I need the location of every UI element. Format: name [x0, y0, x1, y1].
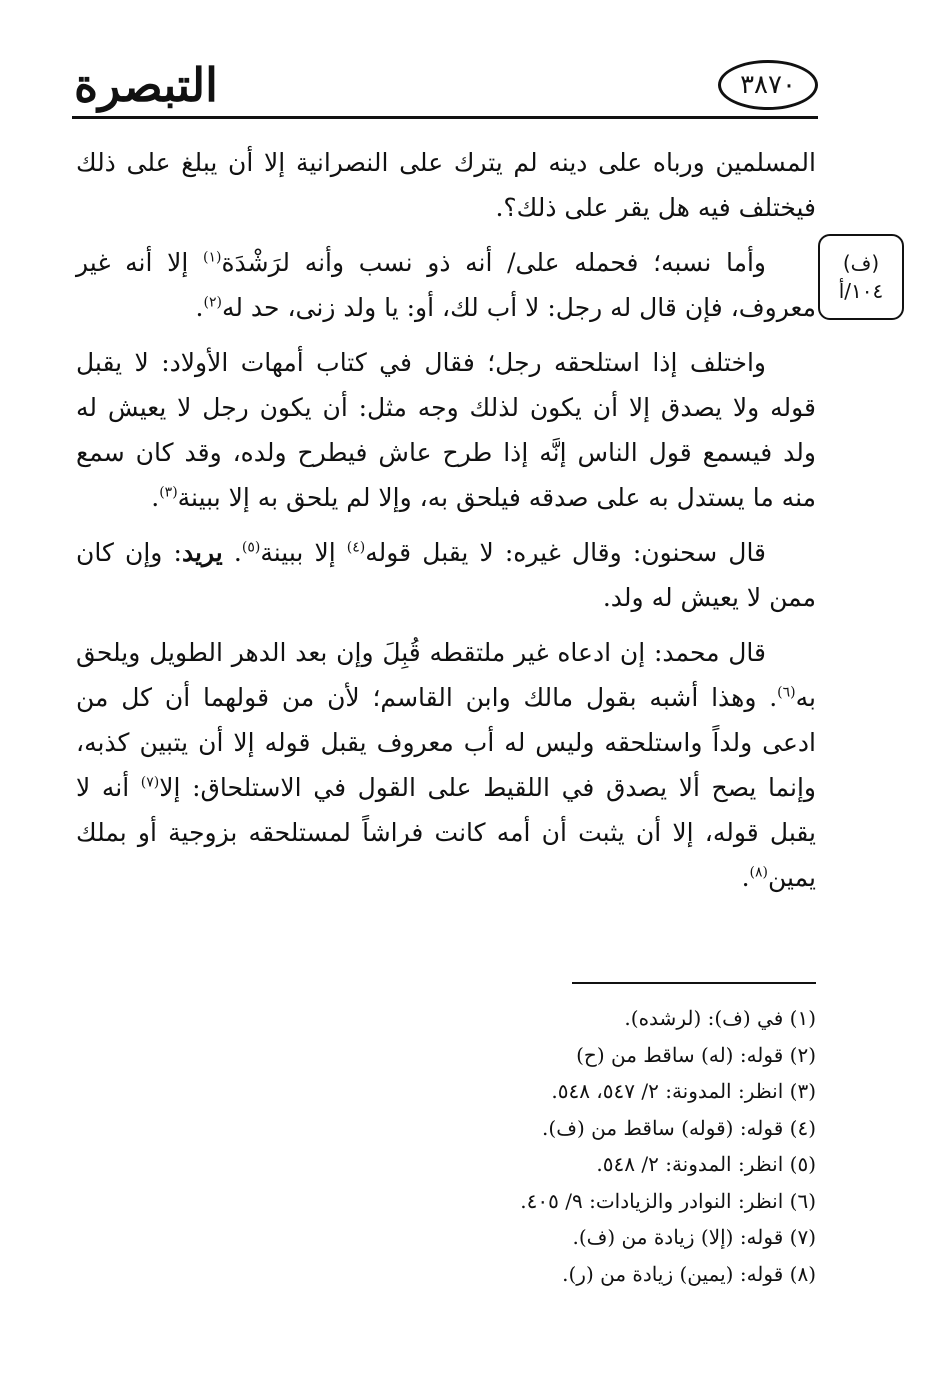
footnote: (٦) انظر: النوادر والزيادات: ٩/ ٤٠٥. [520, 1188, 816, 1213]
paragraph-text: . [195, 293, 204, 322]
paragraph-text: . [222, 538, 242, 567]
paragraph-text: المسلمين ورباه على دينه لم يترك على النصرانية إلا أن يبلغ على ذلك فيختلف فيه هل يقر على ذلك؟. [76, 148, 816, 222]
book-title: التبصرة [74, 58, 218, 112]
paragraph-text: إلا أنه غير معروف، فإن قال له رجل: لا أب لك، أو: يا ولد زنى، حد له [76, 248, 816, 322]
footnote-ref: (٨) [749, 864, 768, 881]
paragraph [76, 140, 816, 230]
footnote-divider [572, 982, 816, 984]
paragraph-text: قال سحنون: وقال غيره: لا يقبل قوله [365, 538, 767, 567]
footnote: (٢) قوله: (له) ساقط من (ح) [576, 1042, 816, 1067]
paragraph [76, 530, 816, 620]
footnote-ref: (٧) [140, 774, 160, 791]
footnote: (١) في (ف): (لرشده). [624, 1006, 816, 1030]
footnote-ref: (٣) [159, 484, 178, 501]
paragraph [76, 630, 816, 900]
footnote: (٧) قوله: (إلا) زيادة من (ف). [572, 1225, 816, 1249]
main-text [76, 140, 816, 910]
footnote: (٤) قوله: (قوله) ساقط من (ف). [542, 1115, 816, 1140]
paragraph-text: . [741, 863, 750, 892]
paragraph-text: وأما نسبه؛ فحمله على/ أنه ذو نسب وأنه لرَشْدَة [221, 248, 767, 277]
footnotes [216, 1000, 816, 1292]
margin-note-folio: ١٠٤/أ [838, 279, 884, 303]
page-header [0, 40, 926, 140]
footnote: (٣) انظر: المدونة: ٢/ ٥٤٧، ٥٤٨. [551, 1079, 816, 1103]
paragraph [76, 240, 816, 330]
paragraph-text: . وهذا أشبه بقول مالك وابن القاسم؛ لأن من قولهما أن كل من ادعى ولداً واستلحقه وليس له أب معروف يقبل قوله إلا أن يتبين كذبه، وإنما يصح ألا يصدق في اللقيط على القول في الاستلحاق: إلا [76, 683, 816, 802]
paragraph-text: قال محمد: إن ادعاه غير ملتقطه قُبِلَ وإن بعد الدهر الطويل ويلحق به [76, 638, 816, 712]
paragraph-text: واختلف إذا استلحقه رجل؛ فقال في كتاب أمهات الأولاد: لا يقبل قوله ولا يصدق إلا أن يكون لذلك وجه مثل: أن يكون رجل لا يعيش له ولد فيسمع قول الناس إنَّه إذا طرح عاش فيطرح ولده، وقد كان سمع منه ما يستدل به على صدقه فيلحق به، وإلا لم يلحق به إلا ببينة [76, 348, 816, 512]
page-number: ٣٨٧٠ [718, 60, 818, 110]
footnote-ref: (٢) [203, 294, 222, 311]
paragraph-text: : وإن كان ممن لا يعيش له ولد. [76, 538, 816, 612]
footnote-ref: (٥) [241, 539, 261, 556]
paragraph-text: إلا ببينة [260, 538, 347, 567]
header-divider [72, 116, 818, 119]
bold-term: يريد [181, 538, 223, 567]
footnote-ref: (١) [202, 249, 222, 266]
margin-note-source: (ف) [842, 251, 880, 275]
paragraph [76, 340, 816, 520]
footnote-ref: (٤) [346, 539, 366, 556]
paragraph-text: . [151, 483, 160, 512]
footnote: (٥) انظر: المدونة: ٢/ ٥٤٨. [596, 1152, 816, 1176]
manuscript-margin-note [818, 234, 904, 320]
paragraph-text: أنه لا يقبل قوله، إلا أن يثبت أن أمه كانت فراشاً لمستلحقه بزوجية أو بملك يمين [76, 773, 816, 892]
footnote-ref: (٦) [777, 684, 796, 701]
footnote: (٨) قوله: (يمين) زيادة من (ر). [562, 1261, 816, 1286]
